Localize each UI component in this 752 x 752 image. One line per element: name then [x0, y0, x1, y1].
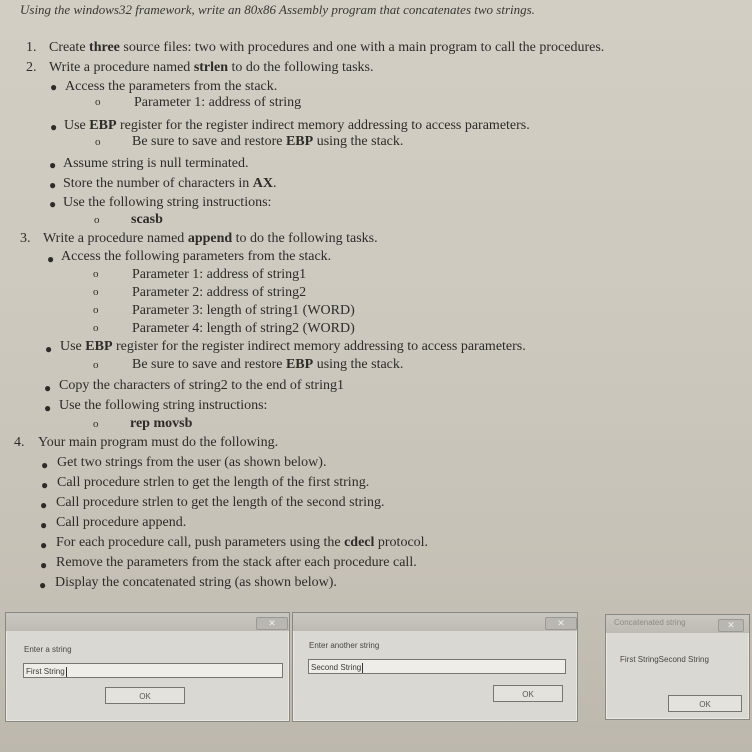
bullet-icon: ●	[40, 538, 48, 552]
prompt-label: Enter a string	[24, 645, 72, 654]
circle-bullet-icon: o	[95, 136, 101, 148]
bullet-icon: ●	[47, 252, 55, 266]
bullet-icon: ●	[49, 158, 57, 172]
circle-bullet-icon: o	[94, 214, 100, 226]
circle-bullet-icon: o	[93, 286, 99, 298]
bullet-icon: ●	[41, 478, 49, 492]
ok-button[interactable]: OK	[668, 695, 742, 712]
dialog-titlebar: Concatenated string	[606, 615, 749, 633]
bullet-icon: ●	[39, 578, 47, 592]
bullet-text: Call procedure strlen to get the length of the second string.	[56, 495, 385, 510]
bullet-text: Copy the characters of string2 to the end of string1	[59, 378, 344, 393]
assignment-title: Using the windows32 framework, write an 80x86 Assembly program that concatenates two strings.	[20, 2, 535, 17]
dialog-titlebar	[6, 613, 289, 631]
bullet-text: Store the number of characters in AX.	[63, 176, 277, 191]
circle-bullet-icon: o	[93, 304, 99, 316]
string-input[interactable]: First String	[23, 663, 283, 678]
bullet-text: Use the following string instructions:	[63, 195, 272, 210]
bullet-icon: ●	[45, 342, 53, 356]
item-number: 1.	[26, 40, 37, 55]
input-dialog-second	[292, 612, 578, 722]
bullet-text: Access the following parameters from the stack.	[61, 249, 332, 264]
item-text: Create three source files: two with procedures and one with a main program to call the procedures.	[49, 40, 605, 55]
bullet-text: Call procedure append.	[56, 515, 187, 530]
bullet-text: Access the parameters from the stack.	[65, 79, 278, 94]
item-number: 3.	[20, 231, 31, 246]
bullet-icon: ●	[40, 558, 48, 572]
circle-bullet-icon: o	[93, 359, 99, 371]
bullet-icon: ●	[50, 120, 58, 134]
bullet-icon: ●	[50, 80, 58, 94]
sub-bullet-text: Parameter 2: address of string2	[132, 285, 307, 300]
bullet-text: Get two strings from the user (as shown below).	[57, 455, 327, 470]
bullet-text: Display the concatenated string (as shown below).	[55, 575, 337, 590]
sub-bullet-text: Parameter 1: address of string	[134, 95, 302, 110]
bullet-text: Use EBP register for the register indirect memory addressing to access parameters.	[64, 118, 530, 133]
string-input[interactable]: Second String	[308, 659, 566, 674]
bullet-text: Remove the parameters from the stack after each procedure call.	[56, 555, 417, 570]
circle-bullet-icon: o	[93, 322, 99, 334]
bullet-icon: ●	[44, 381, 52, 395]
bullet-icon: ●	[40, 518, 48, 532]
sub-bullet-text: Parameter 4: length of string2 (WORD)	[132, 321, 355, 336]
bullet-text: For each procedure call, push parameters using the cdecl protocol.	[56, 535, 429, 550]
dialog-titlebar	[293, 613, 577, 631]
circle-bullet-icon: o	[95, 96, 101, 108]
item-number: 4.	[14, 435, 25, 450]
bullet-icon: ●	[49, 178, 57, 192]
circle-bullet-icon: o	[93, 268, 99, 280]
sub-bullet-text: Parameter 3: length of string1 (WORD)	[132, 303, 355, 318]
concatenated-string-text: First StringSecond String	[620, 655, 709, 664]
item-text: Your main program must do the following.	[38, 435, 279, 450]
item-number: 2.	[26, 60, 37, 75]
sub-bullet-text: Be sure to save and restore EBP using the stack.	[132, 357, 404, 372]
item-text: Write a procedure named strlen to do the following tasks.	[49, 60, 374, 75]
sub-bullet-text: rep movsb	[130, 416, 193, 431]
circle-bullet-icon: o	[93, 418, 99, 430]
sub-bullet-text: Parameter 1: address of string1	[132, 267, 307, 282]
bullet-text: Call procedure strlen to get the length of the first string.	[57, 475, 370, 490]
sub-bullet-text: Be sure to save and restore EBP using the stack.	[132, 134, 404, 149]
ok-button[interactable]: OK	[493, 685, 563, 702]
close-icon[interactable]: ✕	[718, 619, 744, 632]
bullet-icon: ●	[44, 401, 52, 415]
ok-button[interactable]: OK	[105, 687, 185, 704]
sub-bullet-text: scasb	[131, 212, 163, 227]
bullet-text: Assume string is null terminated.	[63, 156, 249, 171]
bullet-icon: ●	[40, 498, 48, 512]
bullet-text: Use the following string instructions:	[59, 398, 268, 413]
close-icon[interactable]: ✕	[256, 617, 288, 630]
close-icon[interactable]: ✕	[545, 617, 577, 630]
result-dialog	[605, 614, 750, 720]
item-text: Write a procedure named append to do the following tasks.	[43, 231, 378, 246]
bullet-icon: ●	[41, 458, 49, 472]
input-dialog-first	[5, 612, 290, 722]
bullet-text: Use EBP register for the register indirect memory addressing to access parameters.	[60, 339, 526, 354]
bullet-icon: ●	[49, 197, 57, 211]
prompt-label: Enter another string	[309, 641, 380, 650]
